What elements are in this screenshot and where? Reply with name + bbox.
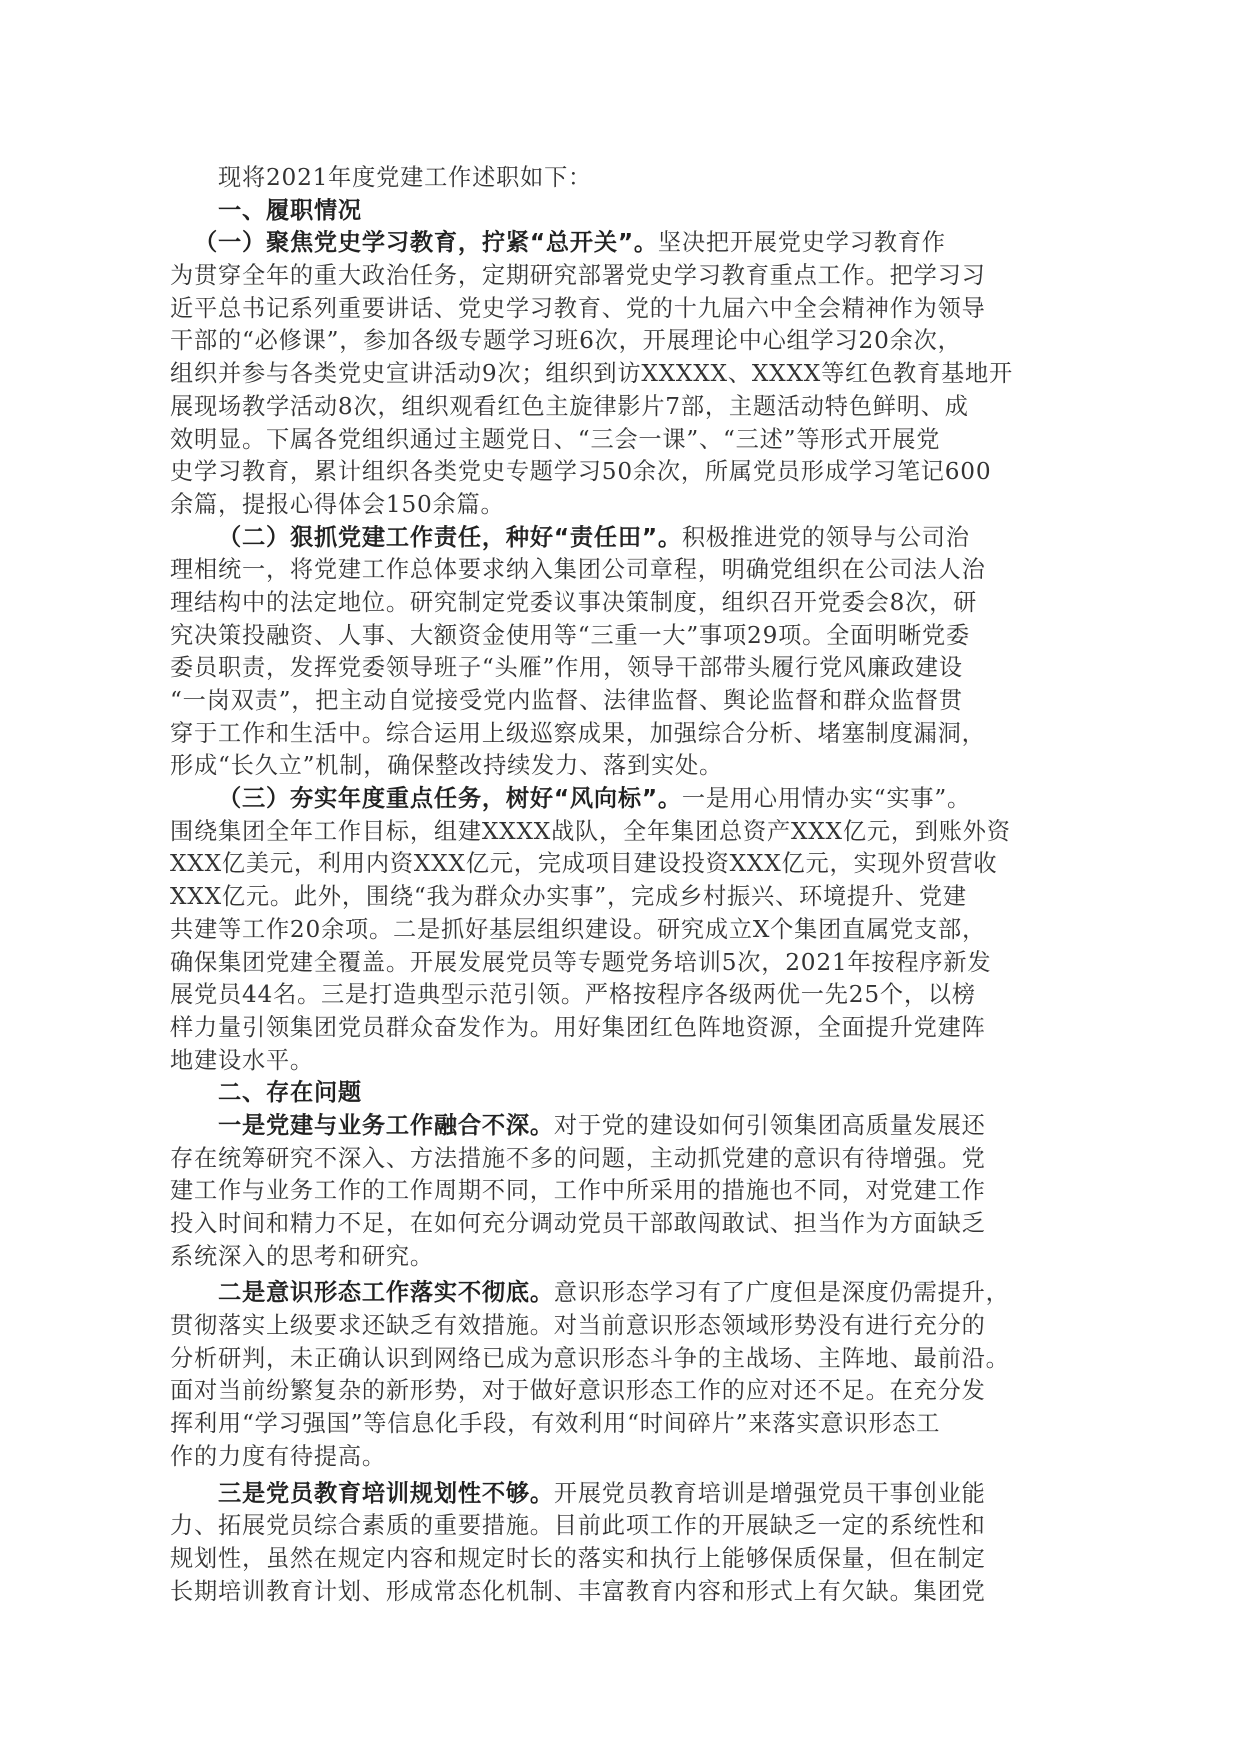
paragraph-line: 组织并参与各类党史宣讲活动9次；组织到访XXXXX、XXXX等红色教育基地开 [170, 360, 1013, 388]
subsection-title: （一）聚焦党史学习教育，拧紧“总开关”。 [194, 229, 658, 257]
paragraph-line: 面对当前纷繁复杂的新形势，对于做好意识形态工作的应对还不足。在充分发 [170, 1377, 986, 1405]
section-heading-problems: 二、存在问题 [218, 1079, 362, 1107]
paragraph-line: 史学习教育，累计组织各类党史专题学习50余次，所属党员形成学习笔记600 [170, 458, 992, 486]
subsection-3-line: （三）夯实年度重点任务，树好“风向标”。一是用心用情办实“实事”。 [218, 785, 972, 813]
paragraph-line: 力、拓展党员综合素质的重要措施。目前此项工作的开展缺乏一定的系统性和 [170, 1512, 986, 1540]
intro-paragraph: 现将2021年度党建工作述职如下： [218, 164, 593, 191]
paragraph-line: 确保集团党建全覆盖。开展发展党员等专题党务培训5次，2021年按程序新发 [170, 948, 992, 976]
paragraph-line: 作的力度有待提高。 [170, 1442, 386, 1470]
paragraph-line: XXX亿元。此外，围绕“我为群众办实事”，完成乡村振兴、环境提升、党建 [170, 883, 967, 911]
paragraph-line: 余篇，提报心得体会150余篇。 [170, 490, 505, 518]
problem-1-line: 一是党建与业务工作融合不深。对于党的建设如何引领集团高质量发展还 [218, 1111, 986, 1139]
paragraph-line: 建工作与业务工作的工作周期不同，工作中所采用的措施也不同，对党建工作 [170, 1177, 986, 1205]
paragraph-line: 存在统筹研究不深入、方法措施不多的问题，主动抓党建的意识有待增强。党 [170, 1144, 986, 1172]
paragraph-line: 委员职责，发挥党委领导班子“头雁”作用，领导干部带头履行党风廉政建设 [170, 654, 963, 682]
problem-title: 二是意识形态工作落实不彻底。 [218, 1279, 554, 1307]
problem-title: 三是党员教育培训规划性不够。 [218, 1479, 554, 1507]
paragraph-line: 展党员44名。三是打造典型示范引领。严格按程序各级两优一先25个，以榜 [170, 981, 976, 1009]
paragraph-line: XXX亿美元，利用内资XXX亿元，完成项目建设投资XXX亿元，实现外贸营收 [170, 850, 998, 878]
subsection-title: （三）夯实年度重点任务，树好“风向标”。 [218, 785, 682, 813]
paragraph-line: 投入时间和精力不足，在如何充分调动党员干部敢闯敢试、担当作为方面缺乏 [170, 1210, 986, 1237]
subsection-title: （二）狠抓党建工作责任，种好“责任田”。 [218, 523, 682, 551]
paragraph-line: 围绕集团全年工作目标，组建XXXX战队，全年集团总资产XXX亿元，到账外资 [170, 817, 1011, 845]
problem-title: 一是党建与业务工作融合不深。 [218, 1111, 554, 1139]
paragraph-line: 理结构中的法定地位。研究制定党委议事决策制度，组织召开党委会8次，研 [170, 588, 978, 616]
document-page [170, 162, 1054, 1608]
paragraph-line: 近平总书记系列重要讲话、党史学习教育、党的十九届六中全会精神作为领导 [170, 294, 986, 322]
paragraph-line: 共建等工作20余项。二是抓好基层组织建设。研究成立X个集团直属党支部， [170, 915, 987, 943]
paragraph-line: 挥利用“学习强国”等信息化手段，有效利用“时间碎片”来落实意识形态工 [170, 1410, 941, 1438]
section-heading-performance: 一、履职情况 [218, 196, 362, 224]
paragraph-line: 样力量引领集团党员群众奋发作为。用好集团红色阵地资源，全面提升党建阵 [170, 1013, 986, 1041]
paragraph-line: 展现场教学活动8次，组织观看红色主旋律影片7部，主题活动特色鲜明、成 [170, 392, 969, 420]
subsection-1-line: （一）聚焦党史学习教育，拧紧“总开关”。坚决把开展党史学习教育作 [194, 229, 946, 257]
paragraph-line: 贯彻落实上级要求还缺乏有效措施。对当前意识形态领域形势没有进行充分的 [170, 1312, 986, 1340]
paragraph-line: 效明显。下属各党组织通过主题党日、“三会一课”、“三述”等形式开展党 [170, 425, 941, 453]
paragraph-line: 规划性，虽然在规定内容和规定时长的落实和执行上能够保质保量，但在制定 [170, 1544, 986, 1572]
paragraph-line: 形成“长久立”机制，确保整改持续发力、落到实处。 [170, 752, 724, 780]
problem-3-line: 三是党员教育培训规划性不够。开展党员教育培训是增强党员干事创业能 [218, 1479, 986, 1507]
paragraph-line: 长期培训教育计划、形成常态化机制、丰富教育内容和形式上有欠缺。集团党 [170, 1577, 986, 1605]
paragraph-line: “一岗双责”，把主动自觉接受党内监督、法律监督、舆论监督和群众监督贯 [170, 687, 963, 714]
paragraph-line: 理相统一，将党建工作总体要求纳入集团公司章程，明确党组织在公司法人治 [170, 556, 986, 584]
paragraph-line: 为贯穿全年的重大政治任务，定期研究部署党史学习教育重点工作。把学习习 [170, 262, 986, 290]
paragraph-line: 究决策投融资、人事、大额资金使用等“三重一大”事项29项。全面明晰党委 [170, 621, 971, 649]
paragraph-line: 分析研判，未正确认识到网络已成为意识形态斗争的主战场、主阵地、最前沿。 [170, 1344, 1010, 1372]
subsection-2-line: （二）狠抓党建工作责任，种好“责任田”。积极推进党的领导与公司治 [218, 523, 970, 551]
paragraph-line: 系统深入的思考和研究。 [170, 1242, 434, 1270]
paragraph-line: 干部的“必修课”，参加各级专题学习班6次，开展理论中心组学习20余次， [170, 327, 962, 355]
paragraph-line: 地建设水平。 [170, 1046, 314, 1074]
problem-2-line: 二是意识形态工作落实不彻底。意识形态学习有了广度但是深度仍需提升， [218, 1279, 1010, 1307]
paragraph-line: 穿于工作和生活中。综合运用上级巡察成果，加强综合分析、堵塞制度漏洞， [170, 719, 986, 747]
